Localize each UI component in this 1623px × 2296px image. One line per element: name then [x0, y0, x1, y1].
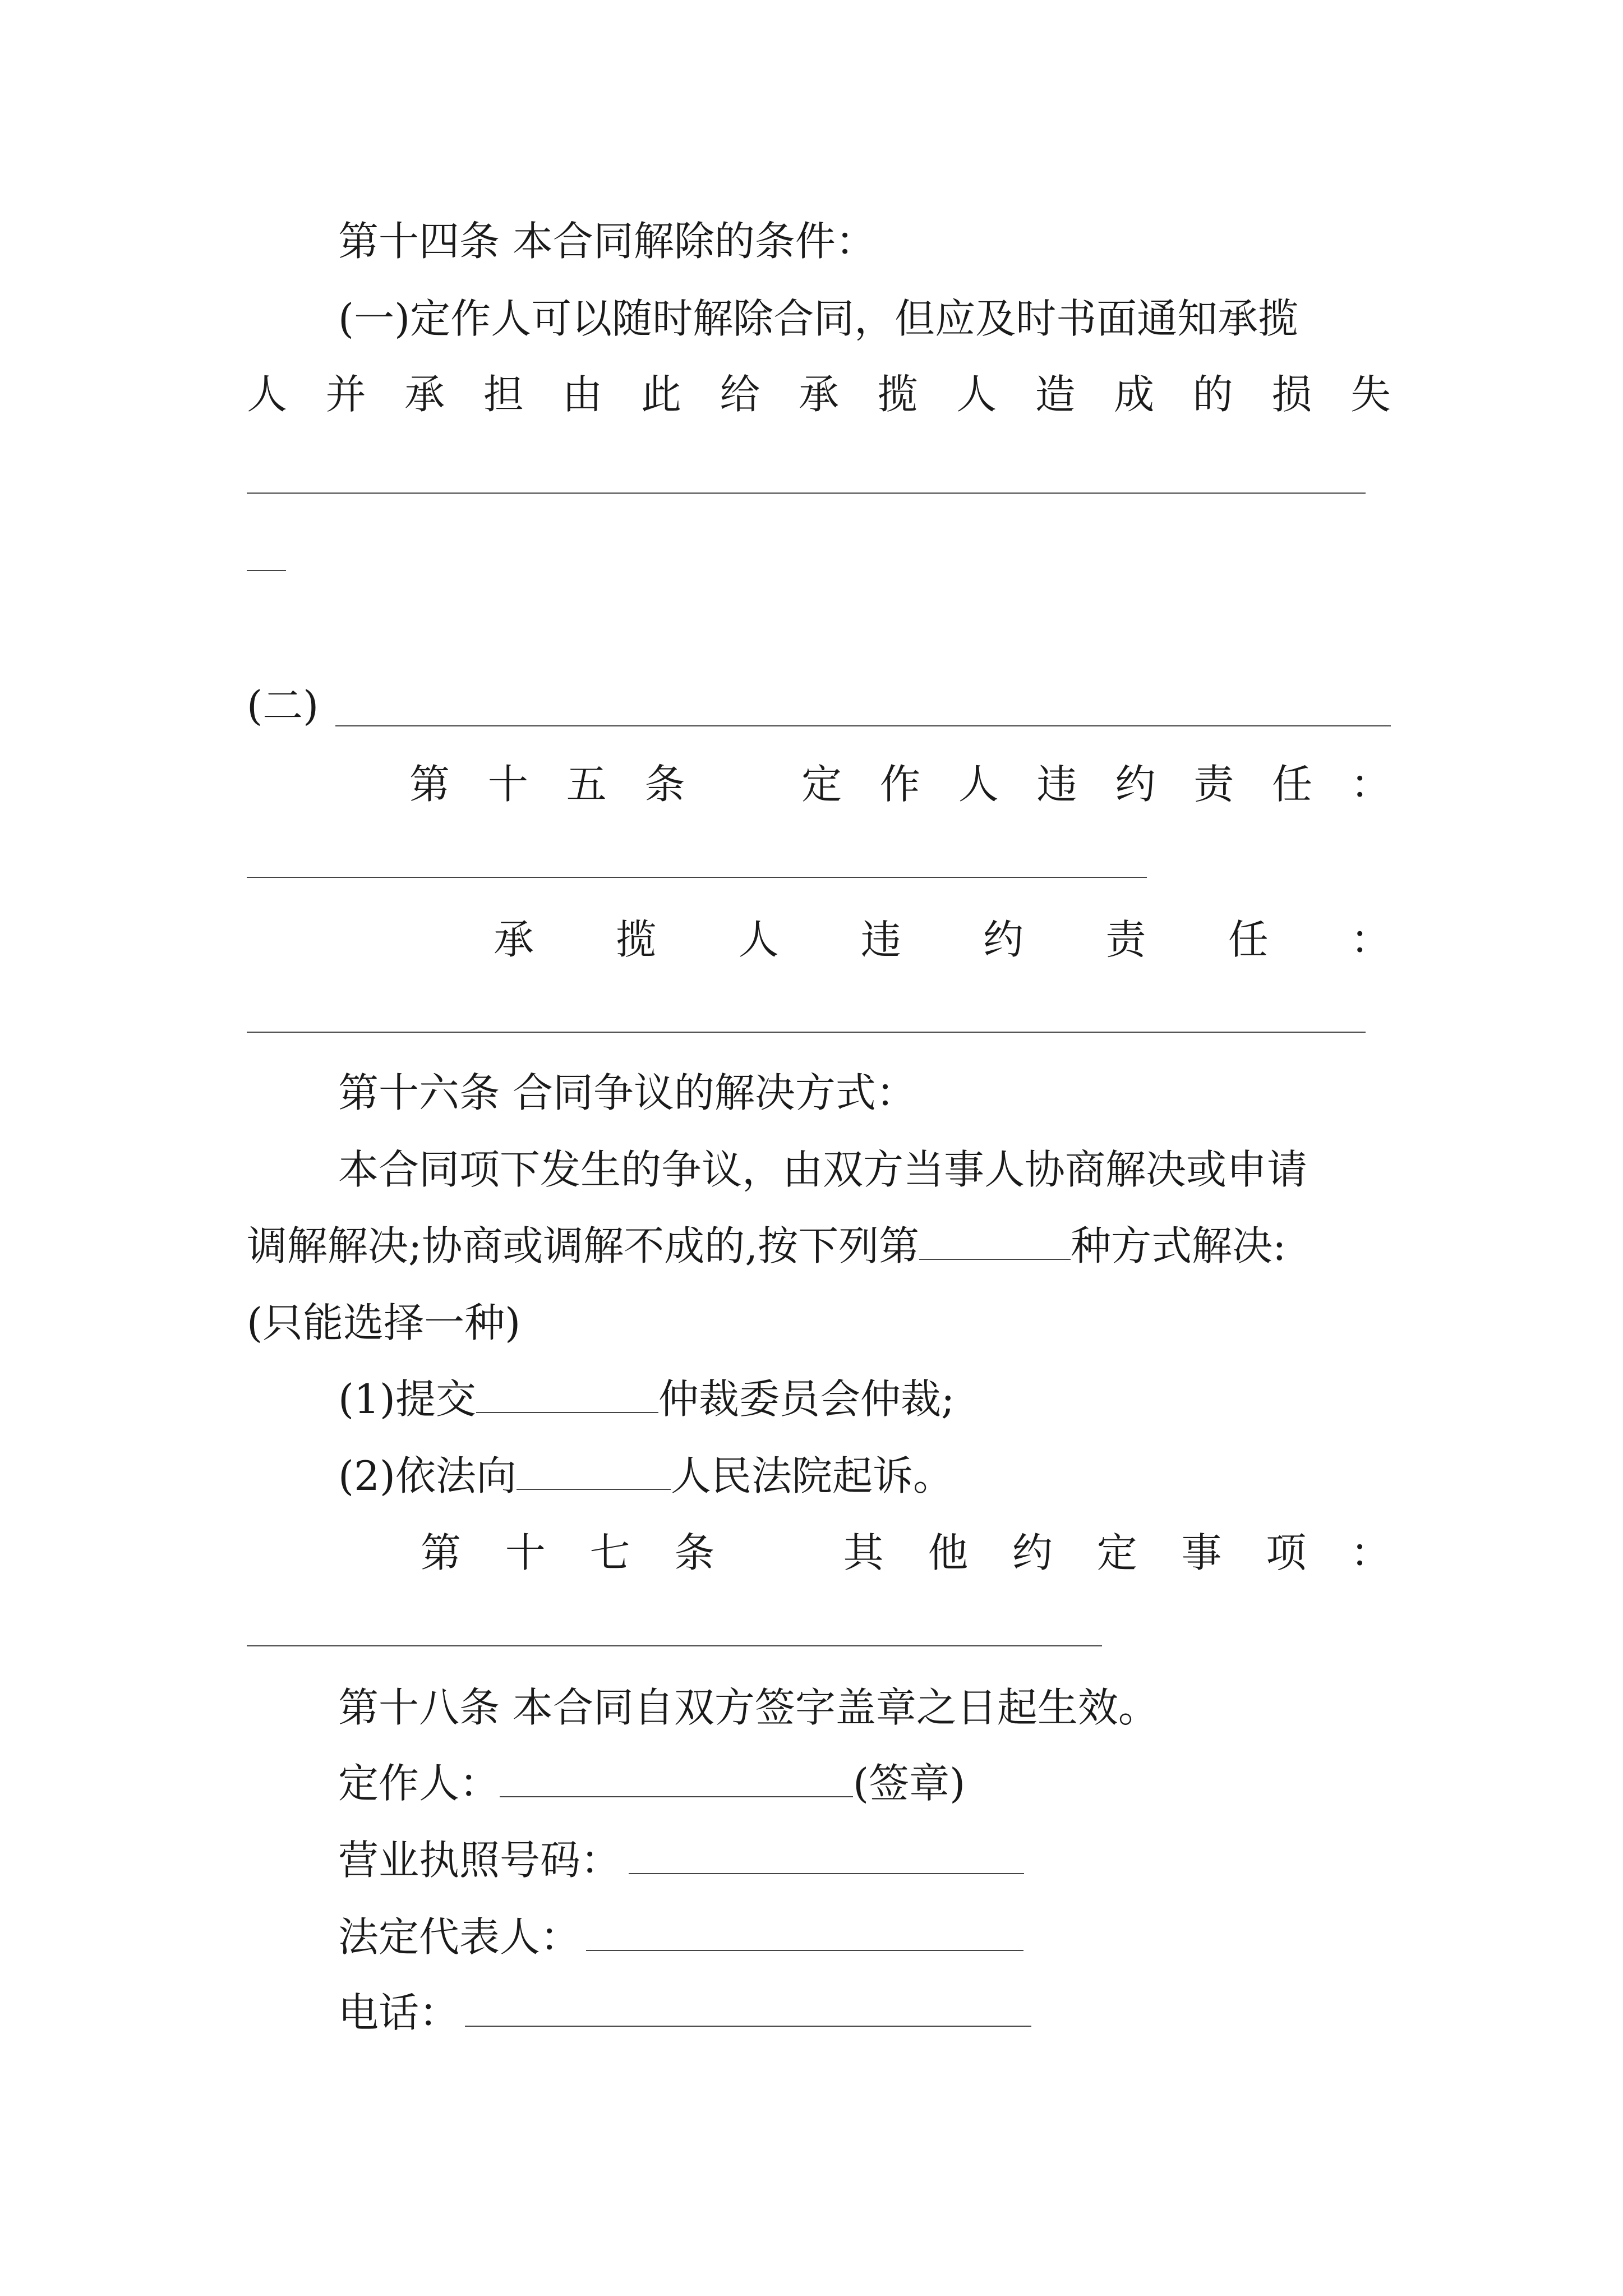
spread-char: 条 [674, 1529, 715, 1576]
spread-char: 定 [801, 761, 842, 808]
spread-char: 其 [843, 1529, 884, 1576]
spread-char: 承 [798, 371, 839, 418]
legal-rep-label: 法定代表人： [338, 1913, 581, 1961]
signature-phone [338, 1986, 1031, 2040]
item2-blank [335, 725, 1391, 726]
signature-legal-rep [338, 1910, 1023, 1964]
spread-char: 十 [487, 761, 528, 808]
spread-char: 并 [325, 371, 366, 418]
spread-char: 事 [1181, 1529, 1222, 1576]
art16-option-2 [338, 1449, 953, 1503]
spread-char: 造 [1035, 371, 1076, 418]
art15-contractor-liability [494, 913, 1391, 967]
blank-line [247, 493, 1366, 494]
blank-line [247, 570, 286, 571]
spread-char: ： [1350, 761, 1391, 808]
spread-char [759, 1526, 799, 1580]
spread-char: 的 [1192, 371, 1233, 418]
art16-para-line1: 本合同项下发生的争议，由双方当事人协商解决或申请 [338, 1146, 1308, 1193]
spread-char: 人 [247, 371, 288, 418]
phone-label: 电话： [338, 1989, 460, 2036]
spread-char: 担 [483, 371, 524, 418]
signature-license [338, 1833, 1024, 1887]
party-blank[interactable] [500, 1757, 853, 1797]
option-text: (1)提交 [338, 1375, 476, 1423]
method-number-blank [919, 1220, 1071, 1260]
spread-char: 七 [589, 1529, 630, 1576]
art16-para-line3: (只能选择一种) [247, 1299, 521, 1346]
spread-char: 人 [958, 761, 999, 808]
option-text: 仲裁委员会仲裁; [658, 1375, 955, 1423]
signature-party [338, 1756, 965, 1810]
art14-item1-line2 [247, 367, 1391, 421]
spread-char: 项 [1266, 1529, 1307, 1576]
spread-char: 第 [421, 1529, 462, 1576]
art18-text: 第十八条 本合同自双方签字盖章之日起生效。 [338, 1684, 1159, 1731]
spread-char: 人 [738, 916, 779, 963]
art17-heading [421, 1526, 1391, 1580]
seal-label: (签章) [853, 1760, 966, 1807]
spread-char: 任 [1272, 761, 1313, 808]
blank-line [247, 877, 1147, 878]
spread-char: 给 [720, 371, 760, 418]
legal-rep-blank[interactable] [586, 1911, 1023, 1951]
spread-char: 承 [494, 916, 534, 963]
spread-char: 五 [566, 761, 607, 808]
spread-char: 条 [644, 761, 685, 808]
spread-char: 成 [1114, 371, 1155, 418]
spread-char: 他 [928, 1529, 969, 1576]
spread-char: 由 [562, 371, 603, 418]
para-text: 种方式解决: [1071, 1222, 1287, 1269]
license-blank[interactable] [629, 1834, 1024, 1874]
art16-para-line2 [247, 1219, 1286, 1273]
spread-char: 违 [860, 916, 901, 963]
spread-char: 承 [404, 371, 445, 418]
spread-char: 定 [1096, 1529, 1137, 1576]
spread-char: 十 [505, 1529, 546, 1576]
option-text: 人民法院起诉。 [671, 1452, 954, 1499]
art16-option-1 [338, 1372, 955, 1426]
blank-line [247, 1645, 1102, 1646]
phone-blank[interactable] [465, 1986, 1031, 2027]
spread-char: 人 [956, 371, 997, 418]
license-label: 营业执照号码： [338, 1837, 621, 1884]
spread-char: 责 [1105, 916, 1146, 963]
art14-item2 [247, 679, 319, 733]
spread-char: 责 [1193, 761, 1234, 808]
spread-char: 第 [409, 761, 450, 808]
spread-char: 失 [1350, 371, 1391, 418]
art16-heading: 第十六条 合同争议的解决方式： [338, 1069, 916, 1116]
spread-char: 揽 [877, 371, 918, 418]
art14-item1-line1: (一)定作人可以随时解除合同，但应及时书面通知承揽 [338, 295, 1299, 342]
arbitration-blank [476, 1373, 658, 1413]
party-label: 定作人： [338, 1760, 500, 1807]
option-text: (2)依法向 [338, 1452, 517, 1499]
spread-char: ： [1350, 916, 1391, 963]
spread-char: 约 [983, 916, 1024, 963]
spread-char: 违 [1036, 761, 1077, 808]
spread-char: ： [1350, 1529, 1391, 1576]
blank-line [247, 1032, 1366, 1033]
spread-char: 作 [879, 761, 920, 808]
spread-char: 此 [640, 371, 681, 418]
spread-char: 任 [1228, 916, 1269, 963]
spread-char: 揽 [616, 916, 657, 963]
spread-char [723, 757, 763, 811]
art15-heading [409, 757, 1391, 811]
spread-char: 约 [1012, 1529, 1053, 1576]
item2-label: (二) [247, 682, 319, 729]
para-text: 调解解决;协商或调解不成的,按下列第 [247, 1222, 920, 1269]
art14-heading: 第十四条 本合同解除的条件： [338, 218, 876, 265]
court-blank [517, 1450, 671, 1490]
spread-char: 约 [1115, 761, 1156, 808]
spread-char: 损 [1271, 371, 1312, 418]
